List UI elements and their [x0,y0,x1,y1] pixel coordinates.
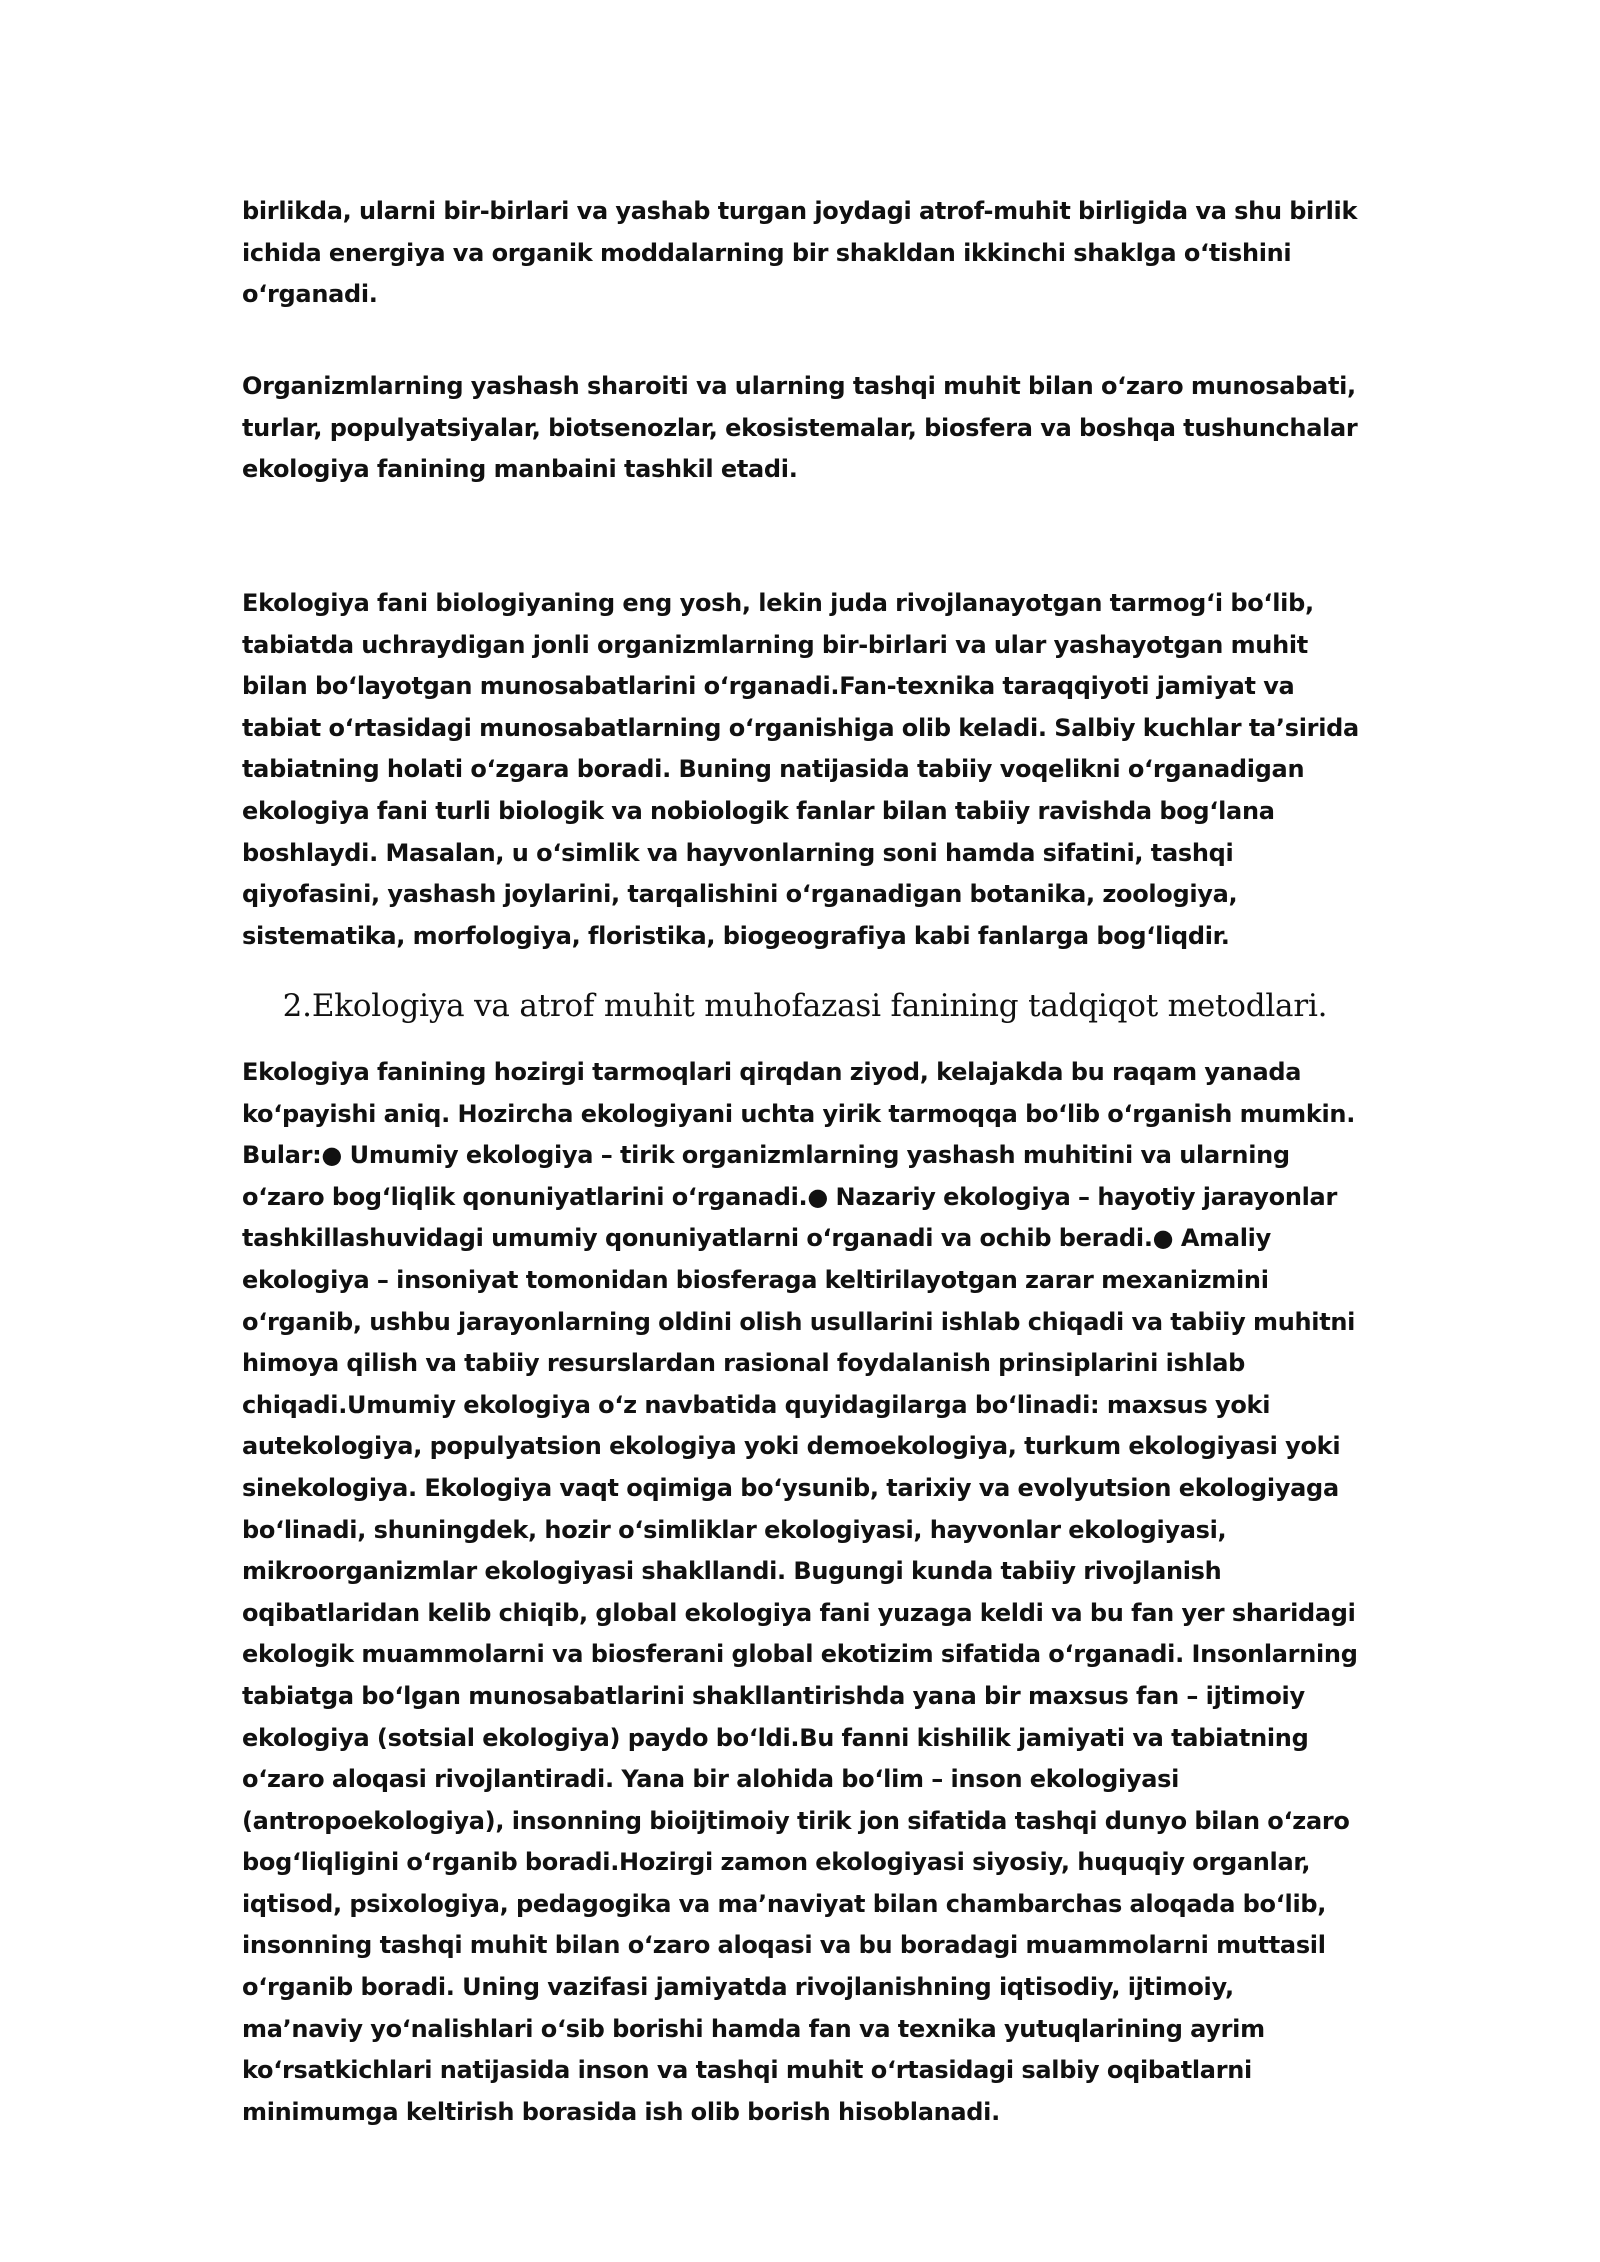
paragraph-ecology-basis: Organizmlarning yashash sharoiti va ularning tashqi muhit bilan oʻzaro munosabati, turlar, populyatsiyalar, biotsenozlar, ekosistemalar, biosfera va boshqa tushunchalar ekologiya fanining manbaini tashkil etadi. [242,372,1358,484]
paragraph-intro-continuation: birlikda, ularni bir-birlari va yashab turgan joydagi atrof-muhit birligida va shu birlik ichida energiya va organik moddalarning bir shakldan ikkinchi shaklga oʻtishini oʻrganadi. [242,197,1358,309]
section-heading: 2.Ekologiya va atrof muhit muhofazasi fanining tadqiqot metodlari. [282,988,1328,1024]
paragraph-ecology-branches: Ekologiya fanining hozirgi tarmoqlari qirqdan ziyod, kelajakda bu raqam yanada koʻpayishi aniq. Hozircha ekologiyani uchta yirik tarmoqqa boʻlib oʻrganish mumkin. Bular:● Umumiy ekologiya – tirik organizmlarning yashash muhitini va ularning oʻzaro bogʻliqlik qonuniyatlarini oʻrganadi.● Nazariy ekologiya – hayotiy jarayonlar tashkillashuvidagi umumiy qonuniyatlarni oʻrganadi va ochib beradi.● Amaliy ekologiya – insoniyat tomonidan biosferaga keltirilayotgan zarar mexanizmini oʻrganib, ushbu jarayonlarning oldini olish usullarini ishlab chiqadi va tabiiy muhitni himoya qilish va tabiiy resurslardan rasional foydalanish prinsiplarini ishlab chiqadi.Umumiy ekologiya oʻz navbatida quyidagilarga boʻlinadi: maxsus yoki autekologiya, populyatsion ekologiya yoki demoekologiya, turkum ekologiyasi yoki sinekologiya. Ekologiya vaqt oqimiga boʻysunib, tarixiy va evolyutsion ekologiyaga boʻlinadi, shuningdek, hozir oʻsimliklar ekologiyasi, hayvonlar ekologiyasi, mikroorganizmlar ekologiyasi shakllandi. Bugungi kunda tabiiy rivojlanish oqibatlaridan kelib chiqib, global ekologiya fani yuzaga keldi va bu fan yer sharidagi ekologik muammolarni va biosferani global ekotizim sifatida oʻrganadi. Insonlarning tabiatga boʻlgan munosabatlarini shakllantirishda yana bir maxsus fan – ijtimoiy ekologiya (sotsial ekologiya) paydo boʻldi.Bu fanni kishilik jamiyati va tabiatning oʻzaro aloqasi rivojlantiradi. Yana bir alohida boʻlim – inson ekologiyasi (antropoekologiya), insonning bioijtimoiy tirik jon sifatida tashqi dunyo bilan oʻzaro bogʻliqligini oʻrganib boradi.Hozirgi zamon ekologiyasi siyosiy, huquqiy organlar, iqtisod, psixologiya, pedagogika va ma’naviyat bilan chambarchas aloqada boʻlib, insonning tashqi muhit bilan oʻzaro aloqasi va bu boradagi muammolarni muttasil oʻrganib boradi. Uning vazifasi jamiyatda rivojlanishning iqtisodiy, ijtimoiy, ma’naviy yoʻnalishlari oʻsib borishi hamda fan va texnika yutuqlarining ayrim koʻrsatkichlari natijasida inson va tashqi muhit oʻrtasidagi salbiy oqibatlarni minimumga keltirish borasida ish olib borish hisoblanadi. [242,1058,1358,2126]
paragraph-ecology-science: Ekologiya fani biologiyaning eng yosh, lekin juda rivojlanayotgan tarmogʻi boʻlib, tabiatda uchraydigan jonli organizmlarning bir-birlari va ular yashayotgan muhit bilan boʻlayotgan munosabatlarini oʻrganadi.Fan-texnika taraqqiyoti jamiyat va tabiat oʻrtasidagi munosabatlarning oʻrganishiga olib keladi. Salbiy kuchlar ta’sirida tabiatning holati oʻzgara boradi. Buning natijasida tabiiy voqelikni oʻrganadigan ekologiya fani turli biologik va nobiologik fanlar bilan tabiiy ravishda bogʻlana boshlaydi. Masalan, u oʻsimlik va hayvonlarning soni hamda sifatini, tashqi qiyofasini, yashash joylarini, tarqalishini oʻrganadigan botanika, zoologiya, sistematika, morfologiya, floristika, biogeografiya kabi fanlarga bogʻliqdir. [242,589,1359,950]
